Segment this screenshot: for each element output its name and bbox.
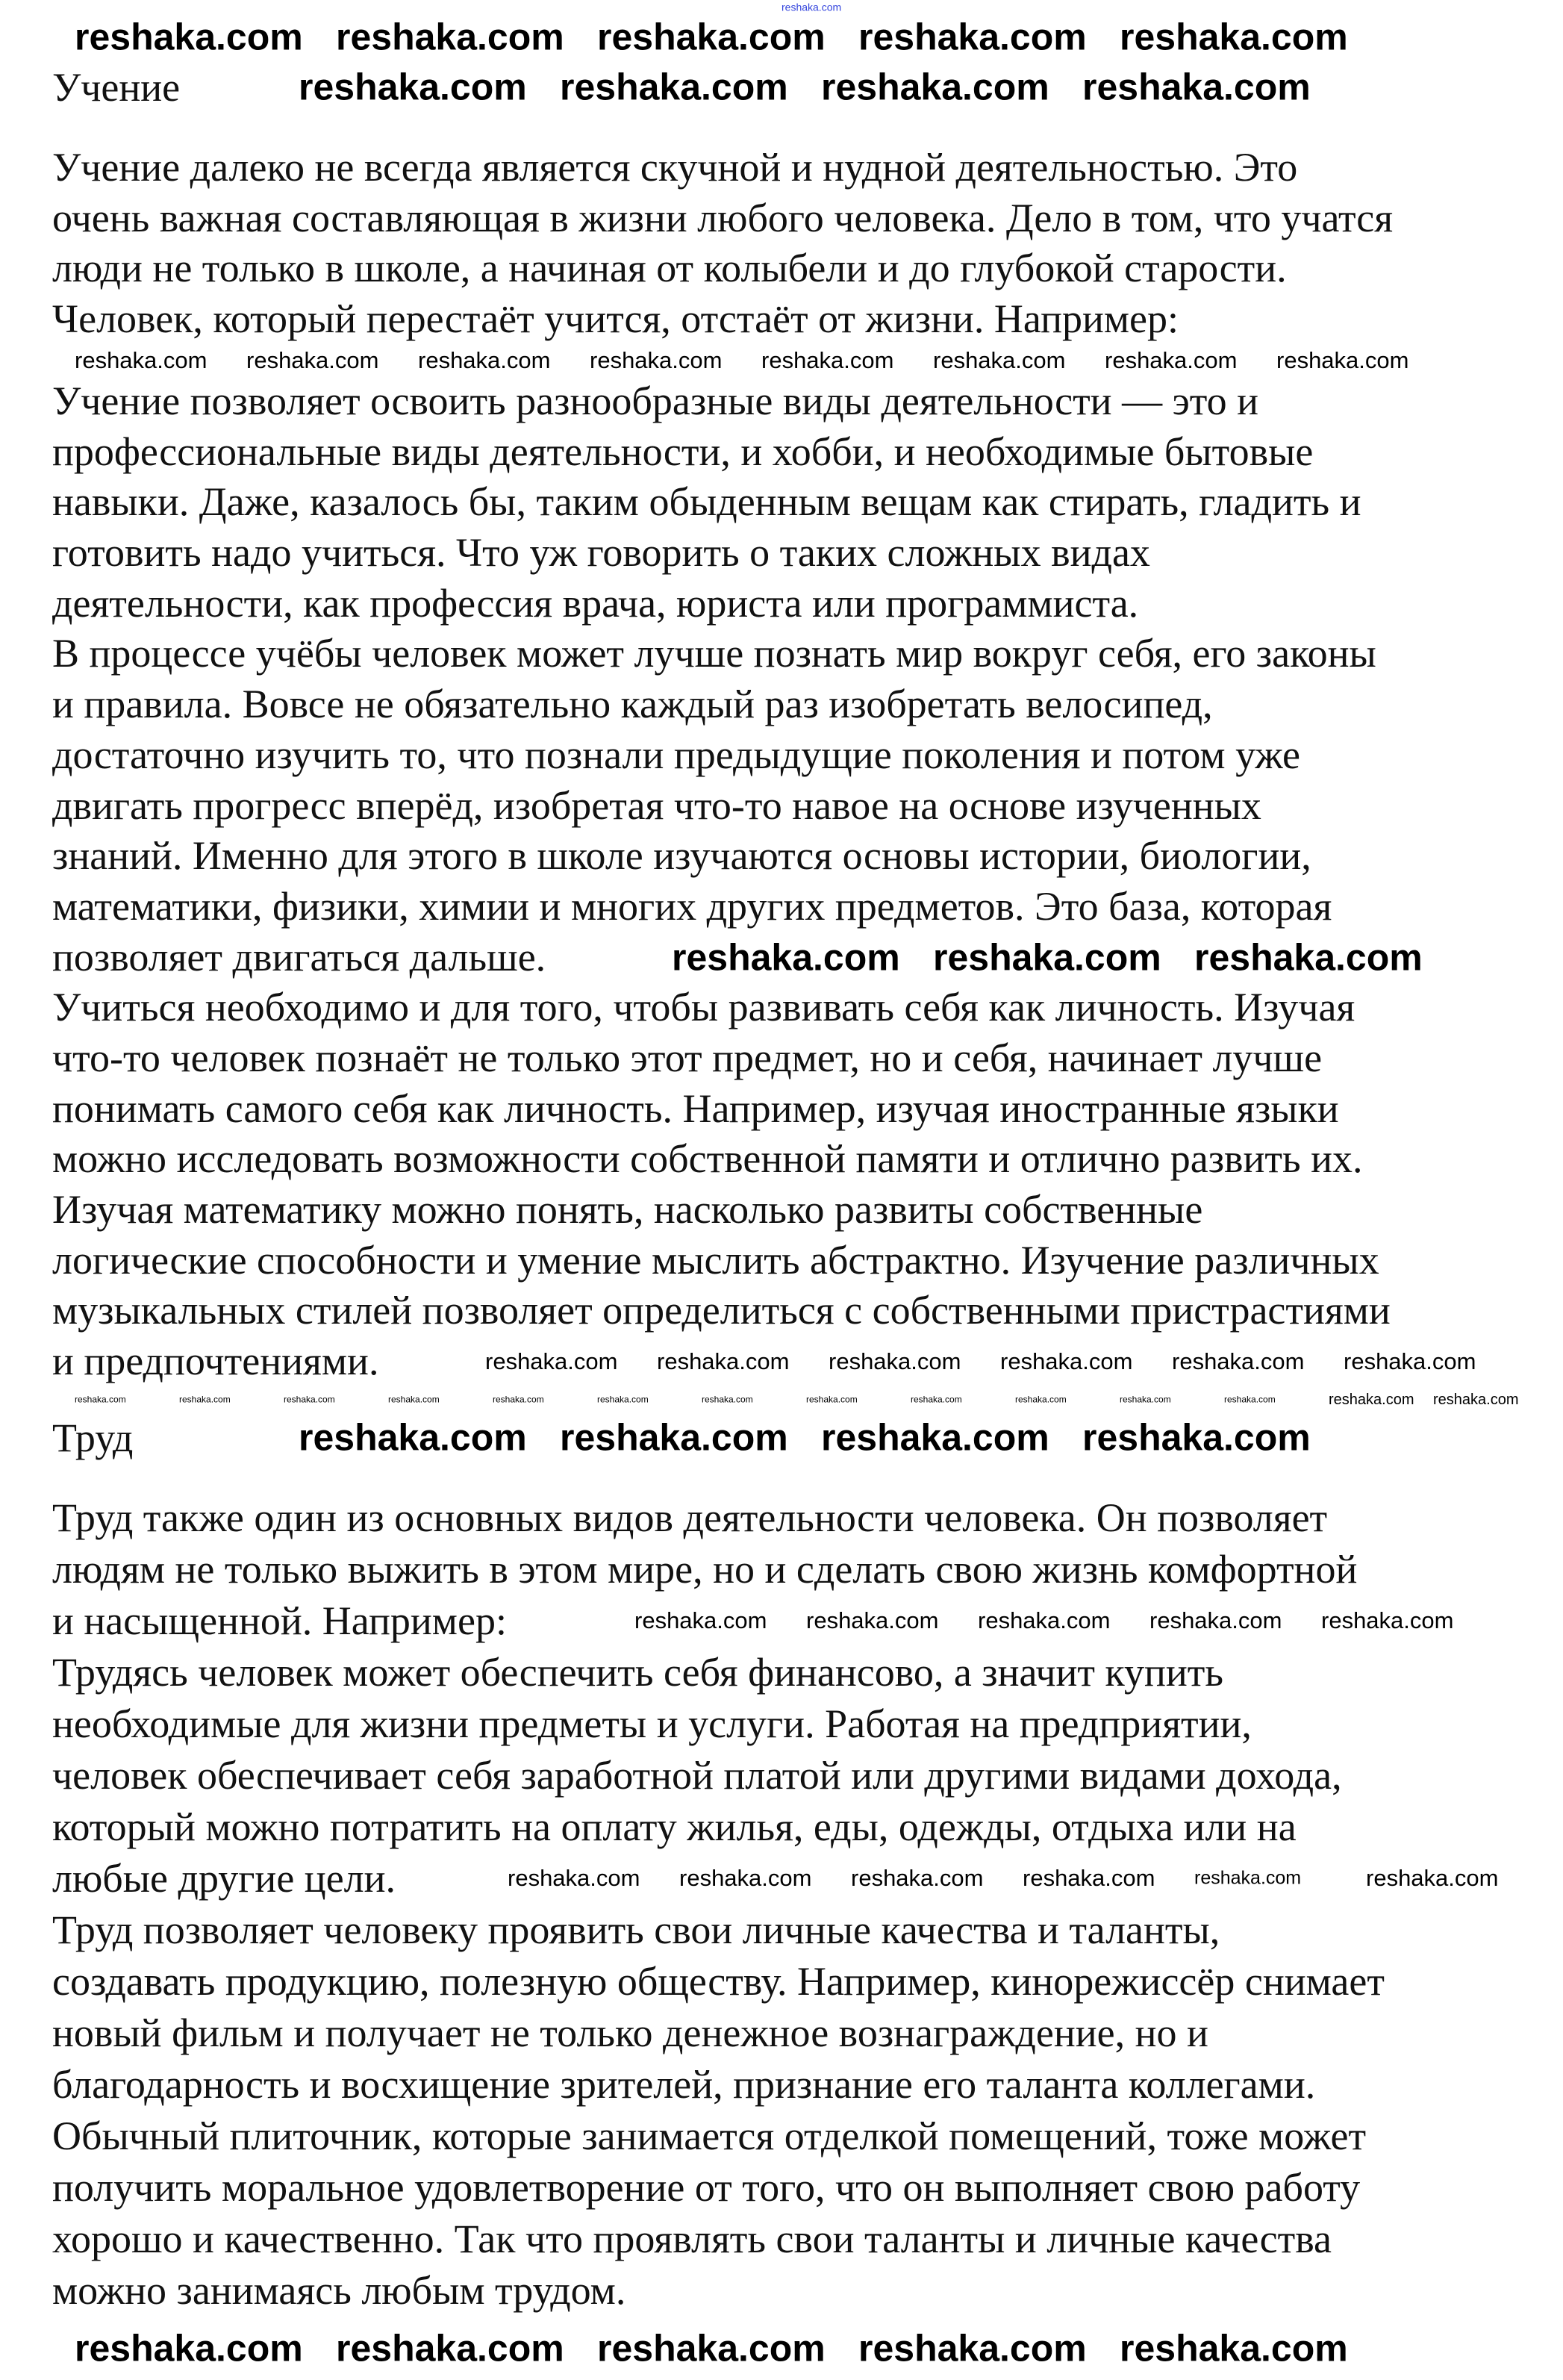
watermark: reshaka.com (821, 66, 1049, 108)
watermark: reshaka.com (1194, 936, 1423, 979)
watermark: reshaka.com (933, 346, 1066, 373)
text-line: Обычный плиточник, которые занимается отделкой помещений, тоже может (52, 2113, 1367, 2158)
watermark: reshaka.com (851, 1864, 984, 1891)
watermark: reshaka.com (858, 16, 1087, 58)
text-line: Человек, который перестаёт учится, отстаёт от жизни. Например: (52, 296, 1179, 342)
watermark: reshaka.com (1321, 1607, 1454, 1633)
text-line: В процессе учёбы человек может лучше познать мир вокруг себя, его законы (52, 631, 1376, 676)
text-line: готовить надо учиться. Что уж говорить о таких сложных видах (52, 530, 1150, 576)
text-line: новый фильм и получает не только денежное вознаграждение, но и (52, 2010, 1208, 2055)
text-line: и насыщенной. Например: (52, 1598, 507, 1643)
watermark: reshaka.com (806, 1394, 858, 1405)
watermark: reshaka.com (508, 1864, 640, 1891)
text-line: навыки. Даже, казалось бы, таким обыденным вещам как стирать, гладить и (52, 479, 1361, 525)
watermark: reshaka.com (1120, 1394, 1171, 1405)
text-line: музыкальных стилей позволяет определиться с собственными пристрастиями (52, 1288, 1391, 1333)
text-line: люди не только в школе, а начиная от колыбели и до глубокой старости. (52, 246, 1287, 291)
text-line: хорошо и качественно. Так что проявлять свои таланты и личные качества (52, 2217, 1332, 2261)
watermark: reshaka.com (560, 66, 788, 108)
watermark: reshaka.com (978, 1607, 1111, 1633)
watermark: reshaka.com (1329, 1392, 1414, 1408)
text-line: Труд также один из основных видов деятельности человека. Он позволяет (52, 1495, 1328, 1540)
watermark: reshaka.com (1082, 66, 1311, 108)
watermark: reshaka.com (702, 1394, 753, 1405)
text-line: Учение позволяет освоить разнообразные виды деятельности — это и (52, 379, 1259, 423)
watermark: reshaka.com (829, 1348, 961, 1374)
watermark: reshaka.com (1344, 1348, 1476, 1374)
text-line: позволяет двигаться дальше. (52, 934, 546, 979)
text-line: понимать самого себя как личность. Например, изучая иностранные языки (52, 1085, 1339, 1131)
watermark: reshaka.com (858, 2327, 1087, 2370)
text-line: людям не только выжить в этом мире, но и сделать свою жизнь комфортной (52, 1547, 1358, 1592)
section-title-learning: Учение (52, 65, 181, 110)
watermark: reshaka.com (336, 2327, 564, 2370)
text-line: деятельности, как профессия врача, юриста или программиста. (52, 580, 1139, 626)
watermark: reshaka.com (75, 346, 208, 373)
watermark: reshaka.com (597, 16, 826, 58)
text-line: можно занимаясь любым трудом. (52, 2268, 626, 2313)
watermark: reshaka.com (590, 346, 723, 373)
watermark: reshaka.com (1000, 1348, 1133, 1374)
watermark: reshaka.com (782, 1, 842, 13)
learning-body-paragraphs (52, 376, 1391, 1387)
text-line: человек обеспечивает себя заработной платой или другими видами дохода, (52, 1753, 1342, 1798)
watermark: reshaka.com (75, 16, 303, 58)
watermark: reshaka.com (657, 1348, 790, 1374)
watermark: reshaka.com (418, 346, 551, 373)
text-line: получить моральное удовлетворение от того, что он выполняет свою работу (52, 2165, 1361, 2210)
watermark: reshaka.com (1023, 1864, 1155, 1891)
watermark: reshaka.com (933, 936, 1161, 979)
text-line: логические способности и умение мыслить абстрактно. Изучение различных (52, 1237, 1379, 1283)
watermark: reshaka.com (1105, 346, 1238, 373)
watermark: reshaka.com (1366, 1864, 1499, 1891)
watermark: reshaka.com (75, 2327, 303, 2370)
text-line: профессиональные виды деятельности, и хобби, и необходимые бытовые (52, 429, 1314, 474)
watermark: reshaka.com (806, 1607, 939, 1633)
text-line: что-то человек познаёт не только этот предмет, но и себя, начинает лучше (52, 1035, 1323, 1080)
text-line: благодарность и восхищение зрителей, признание его таланта коллегами. (52, 2062, 1316, 2107)
watermark: reshaka.com (1194, 1867, 1302, 1889)
watermark: reshaka.com (179, 1394, 231, 1405)
text-line: очень важная составляющая в жизни любого человека. Дело в том, что учатся (52, 195, 1394, 240)
text-line: создавать продукцию, полезную обществу. Например, кинорежиссёр снимает (52, 1959, 1385, 2004)
section-title-labor: Труд (52, 1415, 134, 1460)
watermark: reshaka.com (246, 346, 379, 373)
watermark: reshaka.com (299, 1416, 527, 1459)
text-line: и правила. Вовсе не обязательно каждый раз изобретать велосипед, (52, 682, 1213, 727)
text-line: необходимые для жизни предметы и услуги. Работая на предприятии, (52, 1701, 1252, 1746)
watermark: reshaka.com (388, 1394, 440, 1405)
watermark: reshaka.com (1082, 1416, 1311, 1459)
watermark: reshaka.com (1172, 1348, 1305, 1374)
watermark: reshaka.com (597, 2327, 826, 2370)
text-line: Учиться необходимо и для того, чтобы развивать себя как личность. Изучая (52, 985, 1355, 1030)
watermark: reshaka.com (1120, 2327, 1348, 2370)
watermark: reshaka.com (679, 1864, 812, 1891)
watermark: reshaka.com (1015, 1394, 1067, 1405)
text-line: можно исследовать возможности собственной памяти и отлично развить их. (52, 1136, 1363, 1182)
watermark: reshaka.com (284, 1394, 335, 1405)
learning-intro-paragraph (52, 143, 1393, 345)
watermark: reshaka.com (1276, 346, 1409, 373)
text-line: знаний. Именно для этого в школе изучаются основы истории, биологии, (52, 833, 1311, 879)
text-line: и предпочтениями. (52, 1339, 379, 1384)
text-line: любые другие цели. (52, 1856, 396, 1901)
text-line: Учение далеко не всегда является скучной и нудной деятельностью. Это (52, 145, 1298, 190)
watermark: reshaka.com (761, 346, 894, 373)
text-line: Трудясь человек может обеспечить себя финансово, а значит купить (52, 1650, 1223, 1695)
text-line: который можно потратить на оплату жилья, еды, одежды, отдыха или на (52, 1804, 1297, 1849)
watermark: reshaka.com (672, 936, 900, 979)
watermark: reshaka.com (1224, 1394, 1276, 1405)
text-line: двигать прогресс вперёд, изобретая что-то навое на основе изученных (52, 782, 1261, 828)
watermark: reshaka.com (821, 1416, 1049, 1459)
watermark: reshaka.com (299, 66, 527, 108)
watermark: reshaka.com (493, 1394, 544, 1405)
watermark: reshaka.com (597, 1394, 649, 1405)
watermark: reshaka.com (485, 1348, 618, 1374)
text-line: математики, физики, химии и многих других предметов. Это база, которая (52, 883, 1332, 929)
watermark: reshaka.com (1149, 1607, 1282, 1633)
watermark: reshaka.com (634, 1607, 767, 1633)
watermark: reshaka.com (1433, 1392, 1519, 1408)
text-line: Труд позволяет человеку проявить свои личные качества и таланты, (52, 1907, 1220, 1952)
text-line: достаточно изучить то, что познали предыдущие поколения и потом уже (52, 732, 1300, 777)
watermark: reshaka.com (336, 16, 564, 58)
watermark: reshaka.com (911, 1394, 962, 1405)
text-line: Изучая математику можно понять, насколько развиты собственные (52, 1187, 1203, 1232)
watermark: reshaka.com (560, 1416, 788, 1459)
watermark: reshaka.com (1120, 16, 1348, 58)
watermark: reshaka.com (75, 1394, 126, 1405)
